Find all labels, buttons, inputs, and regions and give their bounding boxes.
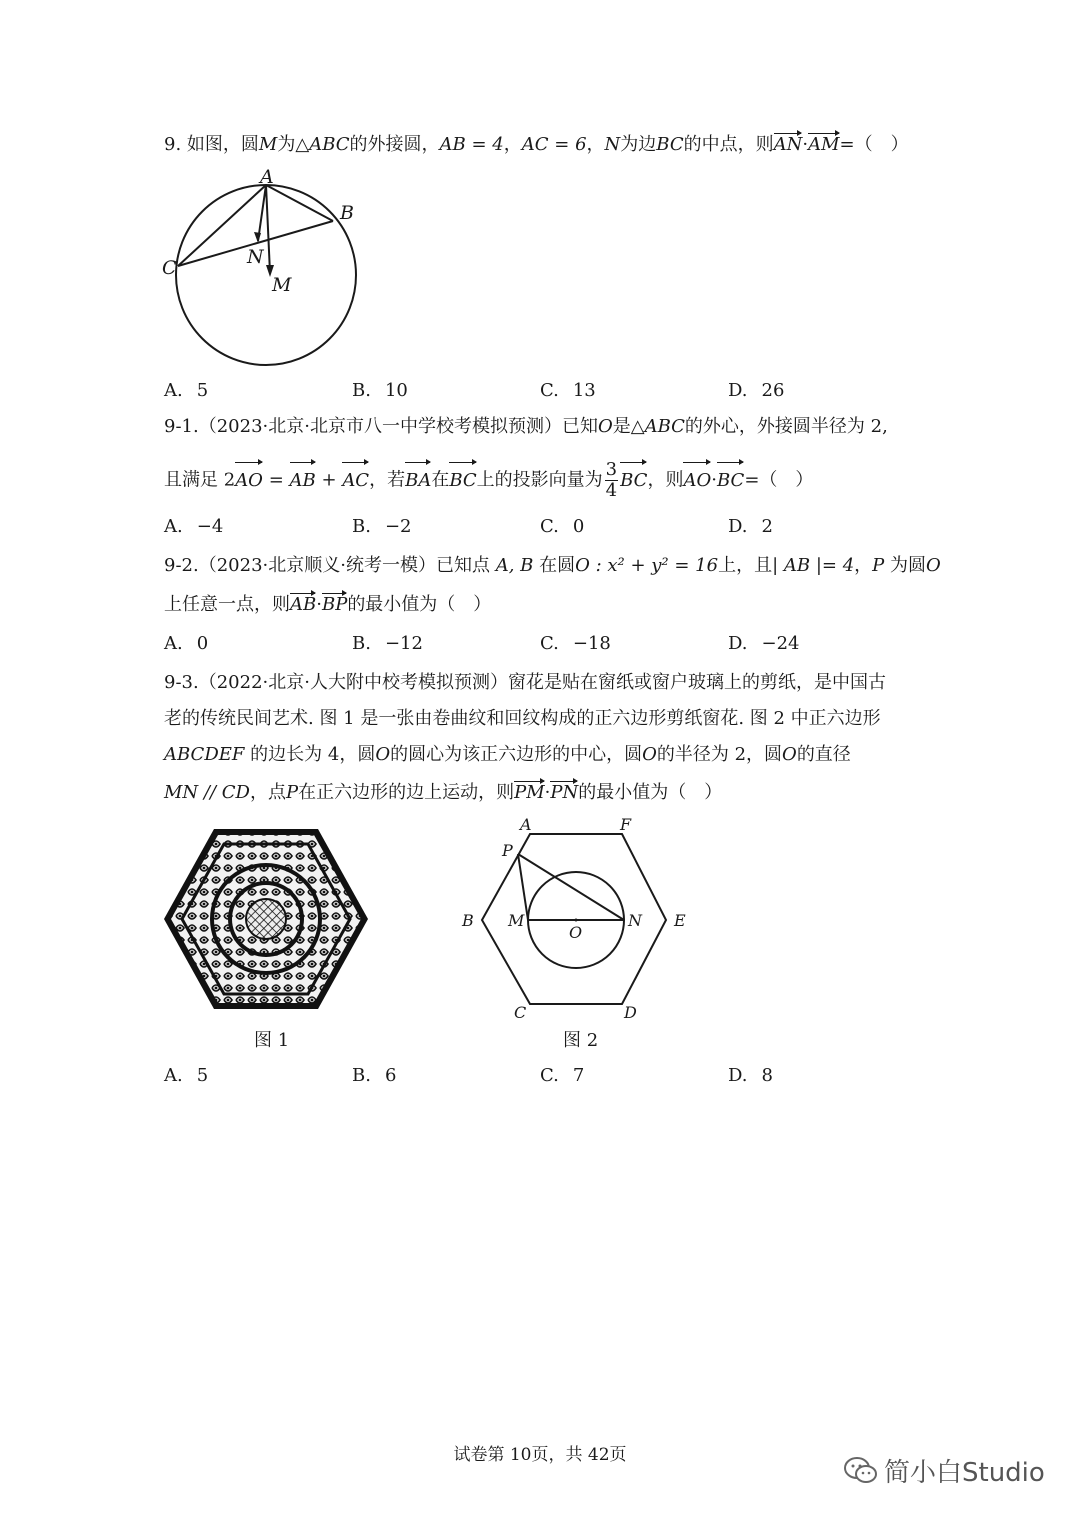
q93-stem-line1: 9-3.（2022·北京·人大附中校考模拟预测）窗花是贴在窗纸或窗户玻璃上的剪纸，是中国古: [164, 672, 886, 693]
label-m: M: [272, 274, 292, 296]
circumcircle: [176, 185, 356, 365]
label-b: B: [462, 911, 474, 930]
q9-choices: [164, 378, 964, 404]
choice-c[interactable]: C. 0: [540, 516, 585, 537]
vector-an: AN: [774, 132, 803, 158]
vector-am-line: [266, 185, 270, 273]
fig1-window-flower-image: [162, 826, 370, 1012]
q93-stem-line4: MN // CD，点P在正六边形的边上运动，则PM·PN的最小值为（ ）: [164, 780, 722, 806]
choice-b[interactable]: B. −12: [352, 633, 423, 654]
label-m: M: [508, 911, 525, 930]
vector-an-line: [258, 185, 266, 241]
choice-a[interactable]: A. −4: [164, 516, 224, 537]
q92-stem-line1: 9-2.（2023·北京顺义·统考一模）已知点 A, B 在圆O : x² + y² = 16上，且| AB |= 4，P 为圆O: [164, 555, 941, 576]
q92-choices: [164, 631, 964, 657]
fig2-hexagon-diagram: [458, 814, 698, 1024]
page-footer: 试卷第 10页，共 42页: [453, 1445, 627, 1465]
vector-am: AM: [808, 132, 839, 158]
label-n: N: [247, 246, 264, 268]
choice-d[interactable]: D. 26: [728, 380, 785, 401]
q9-figure-circle-triangle: [160, 165, 370, 375]
segment-pn: [518, 854, 624, 920]
watermark: [844, 1452, 1045, 1489]
q93-choices: [164, 1063, 964, 1089]
label-c: C: [162, 257, 177, 279]
choice-d[interactable]: D. 8: [728, 1065, 773, 1086]
label-c: C: [514, 1003, 527, 1022]
label-e: E: [674, 911, 686, 930]
choice-c[interactable]: C. 13: [540, 380, 596, 401]
choice-b[interactable]: B. 6: [352, 1065, 397, 1086]
choice-a[interactable]: A. 5: [164, 1065, 209, 1086]
fig2-caption: 图 2: [563, 1030, 599, 1051]
center-dot: [575, 919, 578, 922]
q91-stem-line1: 9-1.（2023·北京·北京市八一中学校考模拟预测）已知O是△ABC的外心，外接圆半径为 2,: [164, 416, 888, 437]
label-d: D: [624, 1003, 637, 1022]
fraction-three-quarters: $\frac{3}{4}$: [605, 459, 618, 501]
q93-stem-line3: ABCDEF 的边长为 4，圆O的圆心为该正六边形的中心，圆O的半径为 2，圆O的直径: [164, 744, 851, 765]
label-f: F: [620, 815, 632, 834]
choice-b[interactable]: B. 10: [352, 380, 408, 401]
q91-choices: [164, 514, 964, 540]
label-p: P: [502, 841, 513, 860]
fig1-caption: 图 1: [254, 1030, 290, 1051]
label-o: O: [569, 923, 583, 942]
choice-d[interactable]: D. −24: [728, 633, 800, 654]
q93-stem-line2: 老的传统民间艺术. 图 1 是一张由卷曲纹和回纹构成的正六边形剪纸窗花. 图 2 中正六边形: [164, 708, 881, 729]
q92-stem-line2: 上任意一点，则AB·BP的最小值为（ ）: [164, 592, 491, 618]
watermark-text: 简小白Studio: [884, 1458, 1045, 1488]
choice-b[interactable]: B. −2: [352, 516, 412, 537]
choice-c[interactable]: C. −18: [540, 633, 611, 654]
q9-stem: 9. 如图，圆M为△ABC的外接圆，AB = 4，AC = 6，N为边BC的中点，则AN·AM=（ ）: [164, 132, 909, 158]
label-a: A: [260, 166, 274, 188]
choice-a[interactable]: A. 5: [164, 380, 209, 401]
label-a: A: [520, 815, 532, 834]
label-b: B: [340, 202, 354, 224]
choice-c[interactable]: C. 7: [540, 1065, 585, 1086]
choice-d[interactable]: D. 2: [728, 516, 773, 537]
label-n: N: [628, 911, 642, 930]
q91-stem-line2: 且满足 2AO = AB + AC，若BA在BC上的投影向量为 $\frac{3}{4}$ BC，则AO·BC=（ ）: [164, 459, 814, 501]
wechat-icon: [844, 1457, 878, 1485]
choice-a[interactable]: A. 0: [164, 633, 209, 654]
